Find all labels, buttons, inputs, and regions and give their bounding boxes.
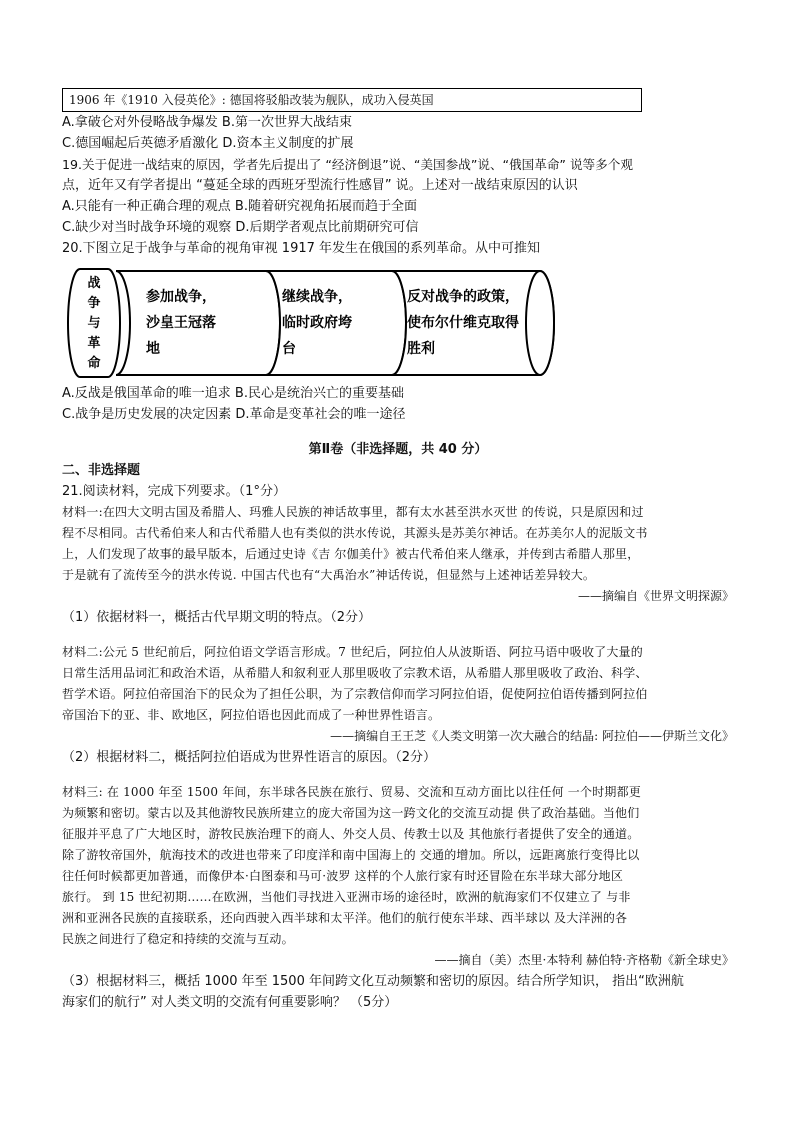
material2-line1: 材料二:公元 5 世纪前后，阿拉伯语文学语言形成。7 世纪后，阿拉伯人从波斯语、阿拉马语中吸收了大量的: [62, 645, 643, 659]
material2-line2: 日常生活用品词汇和政治术语，从希腊人和叙利亚人那里吸收了宗教术语，从希腊人那里吸收了政治、科学、: [62, 666, 648, 680]
diagram-seg2-line2: 临时政府垮: [282, 315, 352, 331]
q18-options-cd: C.德国崛起后英德矛盾激化 D.资本主义制度的扩展: [62, 136, 354, 151]
material3-line5: 往任何时候都更加普通，而像伊本·白图泰和马可·波罗 这样的个人旅行家有时还冒险在东半球大部分地区: [62, 869, 624, 883]
material2-line4: 帝国治下的亚、非、欧地区，阿拉伯语也因此而成了一种世界性语言。: [62, 708, 441, 722]
material3-line4: 除了游牧帝国外，航海技术的改进也带来了印度洋和南中国海上的 交通的增加。所以，远距离旅行变得比以: [62, 848, 640, 862]
diagram-label-char-2: 争: [87, 296, 101, 311]
material1-line2: 程不尽相同。古代希伯来人和古代希腊人也有类似的洪水传说，其源头是苏美尔神话。在苏美尔人的泥版文书: [62, 526, 648, 540]
diagram-label-char-4: 革: [87, 336, 101, 351]
q20-options-ab: A.反战是俄国革命的唯一追求 B.民心是统治兴亡的重要基础: [62, 386, 404, 401]
material3-line7: 洲和亚洲各民族的直接联系，还向西驶入西半球和太平洋。他们的航行使东半球、西半球以 及大洋洲的各: [62, 911, 628, 925]
material2-source: ——摘编自王王芝《人类文明第一次大融合的结晶: 阿拉伯——伊斯兰文化》: [330, 729, 734, 743]
material2-line3: 哲学术语。阿拉伯帝国治下的民众为了担任公职，为了宗教信仰而学习阿拉伯语，促使阿拉伯语传播到阿拉伯: [62, 687, 648, 701]
diagram-label-char-1: 战: [87, 276, 101, 291]
q19-options-cd: C.缺少对当时战争环境的观察 D.后期学者观点比前期研究可信: [62, 220, 419, 235]
q19-stem-line1: 19.关于促进一战结束的原因，学者先后提出了 “经济倒退”说、“美国参战”说、“俄国革命” 说等多个观: [62, 157, 633, 172]
material1-line3: 上，人们发现了故事的最早版本，后通过史诗《吉 尔伽美什》被古代希伯来人继承，并传到古希腊人那里，: [62, 547, 640, 561]
diagram-seg1-line2: 沙皇王冠落: [146, 315, 216, 331]
war-revolution-diagram: [62, 263, 622, 381]
diagram-seg1-line3: 地: [146, 341, 160, 357]
question-3-line2: 海家们的航行” 对人类文明的交流有何重要影响？ （5分）: [62, 995, 398, 1010]
material3-line3: 征服并平息了广大地区时，游牧民族治理下的商人、外交人员、传教士以及 其他旅行者提供了安全的通道。: [62, 827, 640, 841]
q18-material-box: 1906 年《1910 入侵英伦》: 德国将驳船改装为舰队，成功入侵英国: [62, 88, 642, 112]
diagram-label-char-5: 命: [87, 356, 101, 371]
material3-line8: 民族之间进行了稳定和持续的交流与互动。: [62, 932, 294, 946]
exam-page: [62, 88, 734, 1013]
material3-line6: 旅行。 到 15 世纪初期……在欧洲，当他们寻找进入亚洲市场的途径时，欧洲的航海家们不仅建立了 与非: [62, 890, 631, 904]
q20-options-cd: C.战争是历史发展的决定因素 D.革命是变革社会的唯一途径: [62, 407, 406, 422]
diagram-seg3-line3: 胜利: [407, 341, 435, 357]
material1-source: ——摘编自《世界文明探源》: [577, 589, 734, 603]
material1-line4: 于是就有了流传至今的洪水传说. 中国古代也有“大禹治水”神话传说，但显然与上述神话差异较大。: [62, 568, 596, 582]
diagram-seg2-line1: 继续战争，: [282, 289, 352, 305]
part2-title: 第Ⅱ卷（非选择题，共 40 分）: [308, 442, 488, 457]
question-1: （1）依据材料一，概括古代早期文明的特点。（2分）: [62, 610, 372, 625]
diagram-seg3-line2: 使布尔什维克取得: [407, 315, 519, 331]
material1-line1: 材料一:在四大文明古国及希腊人、玛雅人民族的神话故事里，都有太水甚至洪水灭世 的传说，只是原因和过: [62, 505, 644, 519]
q20-stem: 20.下图立足于战争与革命的视角审视 1917 年发生在俄国的系列革命。从中可推知: [62, 241, 541, 256]
diagram-seg2-line3: 台: [282, 341, 296, 357]
q19-options-ab: A.只能有一种正确合理的观点 B.随着研究视角拓展而趋于全面: [62, 199, 417, 214]
material3-source: ——摘自（美）杰里·本特利 赫伯特·齐格勒《新全球史》: [434, 953, 734, 967]
diagram-seg3-line1: 反对战争的政策，: [407, 289, 519, 305]
material3-line1: 材料三: 在 1000 年至 1500 年间，东半球各民族在旅行、贸易、交流和互动方面比以往任何 一个时期都更: [62, 785, 642, 799]
material3-line2: 为频繁和密切。蒙古以及其他游牧民族所建立的庞大帝国为这一跨文化的交流互动提 供了政治基础。当他们: [62, 806, 640, 820]
diagram-label-char-3: 与: [87, 316, 101, 331]
section-heading: 二、非选择题: [62, 463, 141, 478]
q19-stem-line2: 点，近年又有学者提出 “蔓延全球的西班牙型流行性感冒” 说。上述对一战结束原因的认识: [62, 178, 578, 193]
q18-options-ab: A.拿破仑对外侵略战争爆发 B.第一次世界大战结束: [62, 115, 352, 130]
q21-intro: 21.阅读材料，完成下列要求。（1°分）: [62, 484, 286, 499]
question-3-line1: （3）根据材料三，概括 1000 年至 1500 年间跨文化互动频繁和密切的原因。结合所学知识， 指出“欧洲航: [62, 974, 684, 989]
question-2: （2）根据材料二，概括阿拉伯语成为世界性语言的原因。（2分）: [62, 750, 437, 765]
diagram-seg1-line1: 参加战争，: [146, 289, 216, 305]
